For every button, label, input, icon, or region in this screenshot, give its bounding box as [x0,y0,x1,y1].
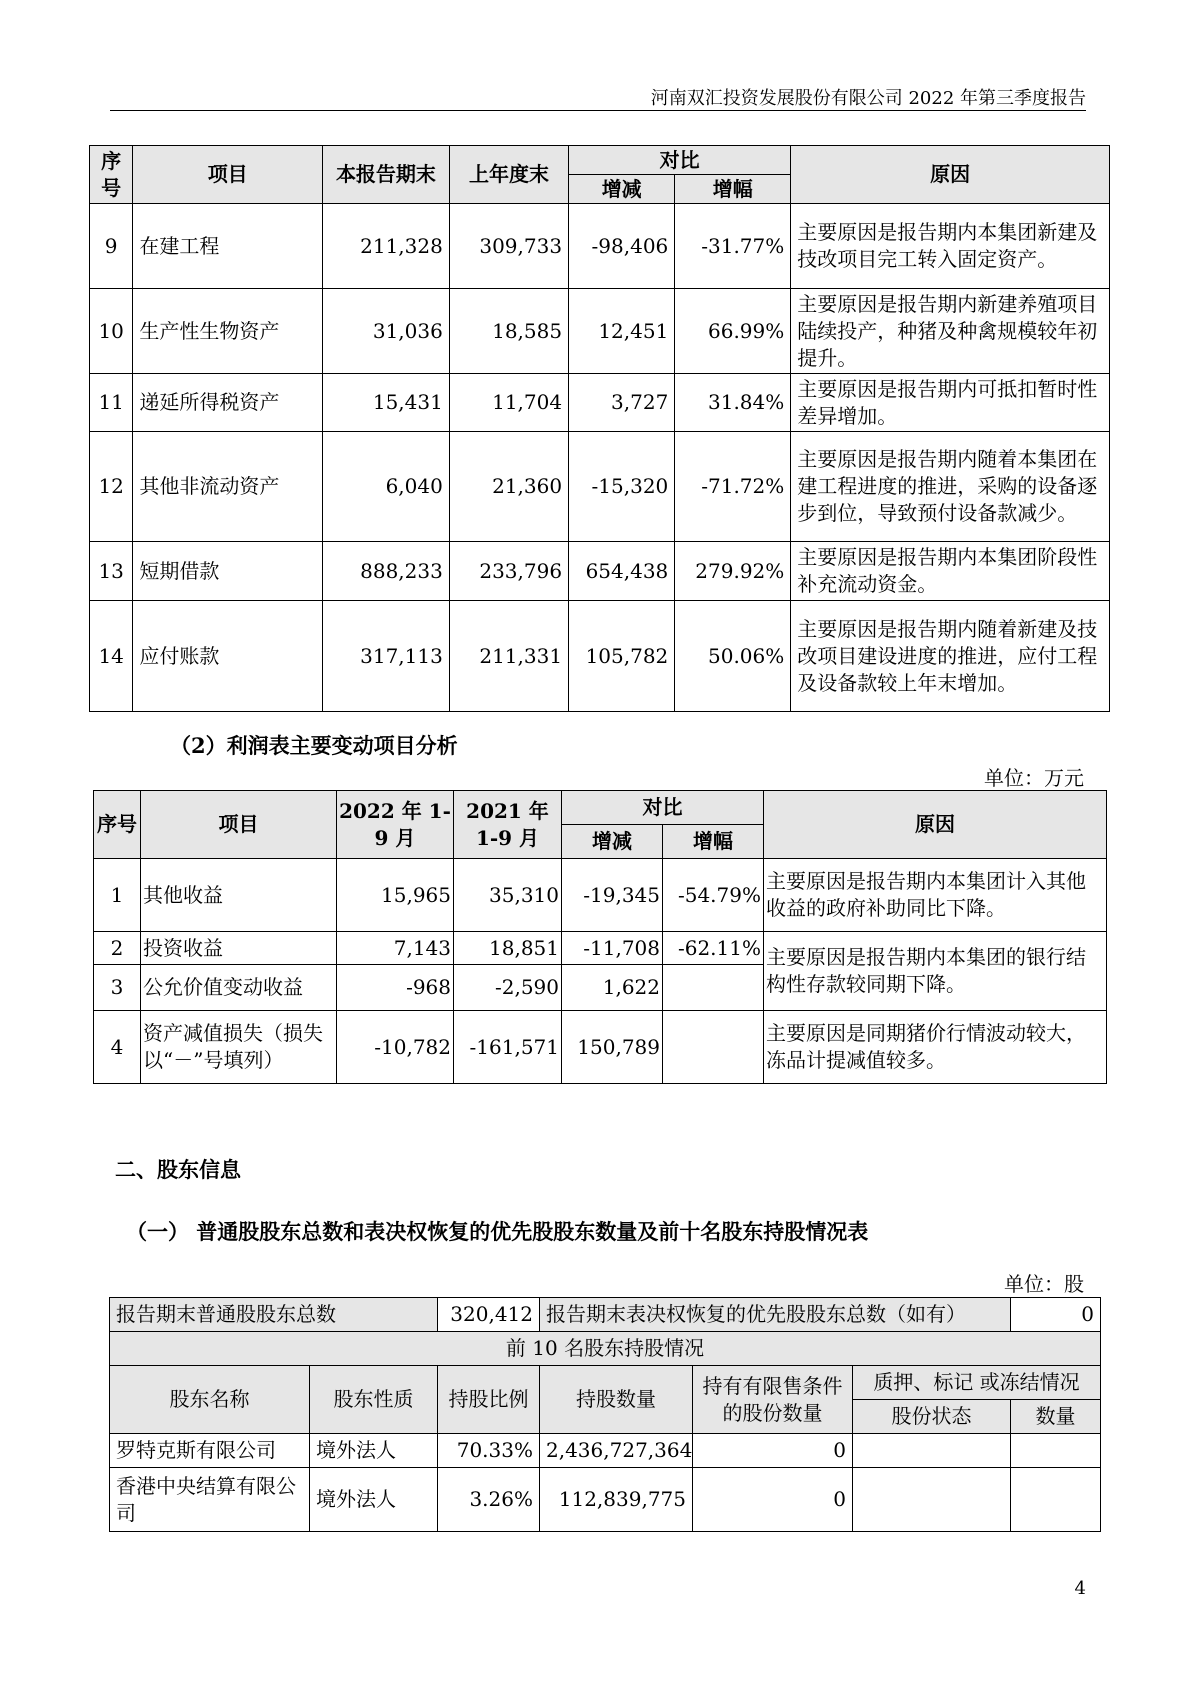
row-seq: 13 [90,542,133,601]
col-compare: 对比 [569,146,791,175]
row-pct [663,965,764,1011]
row-current: 6,040 [323,432,450,542]
row-current: 15,431 [323,374,450,432]
col-qty: 持股数量 [540,1366,693,1434]
row-pct: -71.72% [675,432,791,542]
unit-label: 单位：股 [1004,1272,1084,1296]
row-change: -15,320 [569,432,675,542]
row-pct: 66.99% [675,289,791,374]
holder-qty: 112,839,775 [540,1468,693,1532]
row-pct: -31.77% [675,204,791,289]
row-pct: 50.06% [675,601,791,712]
col-current: 2022 年 1-9 月 [337,791,454,859]
row-seq: 9 [90,204,133,289]
row-change: 3,727 [569,374,675,432]
top10-title: 前 10 名股东持股情况 [110,1332,1101,1366]
row-item: 递延所得税资产 [133,374,323,432]
row-item: 生产性生物资产 [133,289,323,374]
col-item: 项目 [141,791,337,859]
row-item: 其他收益 [141,859,337,932]
row-seq: 14 [90,601,133,712]
table-row [94,1011,1107,1084]
col-pledge: 质押、标记 或冻结情况 [853,1366,1101,1400]
row-seq: 10 [90,289,133,374]
holder-restricted: 0 [693,1468,853,1532]
holder-nature: 境外法人 [310,1434,438,1468]
row-reason: 主要原因是报告期内本集团计入其他收益的政府补助同比下降。 [764,859,1107,932]
col-ratio: 持股比例 [438,1366,540,1434]
row-prior: 35,310 [454,859,562,932]
col-pct: 增幅 [675,175,791,204]
row-current: 211,328 [323,204,450,289]
pref-holders-label: 报告期末表决权恢复的优先股股东总数（如有） [540,1298,1011,1332]
row-prior: 11,704 [449,374,568,432]
row-item: 投资收益 [141,932,337,965]
table-row [110,1468,1101,1532]
page-header: 河南双汇投资发展股份有限公司 2022 年第三季度报告 [650,88,1086,109]
row-change: 105,782 [569,601,675,712]
row-change: -98,406 [569,204,675,289]
row-pct: -62.11% [663,932,764,965]
subsection-title: （一） 普通股股东总数和表决权恢复的优先股股东数量及前十名股东持股情况表 [126,1219,869,1244]
header-rule [110,110,1086,111]
row-item: 公允价值变动收益 [141,965,337,1011]
col-seq: 序号 [90,146,133,204]
row-item: 在建工程 [133,204,323,289]
col-count: 数量 [1011,1400,1101,1434]
col-item: 项目 [133,146,323,204]
pref-holders-value: 0 [1011,1298,1101,1332]
holder-name: 香港中央结算有限公司 [110,1468,310,1532]
holder-name: 罗特克斯有限公司 [110,1434,310,1468]
col-pct: 增幅 [663,825,764,859]
table-row [90,542,1110,601]
income-statement-changes-table [93,790,1107,1084]
row-prior: 18,851 [454,932,562,965]
unit-label: 单位：万元 [984,766,1084,790]
row-item: 资产减值损失（损失以“－”号填列） [141,1011,337,1084]
col-compare: 对比 [562,791,764,825]
total-holders-value: 320,412 [438,1298,540,1332]
row-reason: 主要原因是报告期内随着本集团在建工程进度的推进，采购的设备逐步到位，导致预付设备款减少。 [791,432,1110,542]
row-reason: 主要原因是报告期内可抵扣暂时性差异增加。 [791,374,1110,432]
table-row [90,601,1110,712]
holder-ratio: 3.26% [438,1468,540,1532]
row-item: 其他非流动资产 [133,432,323,542]
section-title: 二、股东信息 [115,1157,241,1182]
table-row [90,432,1110,542]
row-pct: 31.84% [675,374,791,432]
row-seq: 1 [94,859,141,932]
row-current: 31,036 [323,289,450,374]
row-current: 888,233 [323,542,450,601]
row-current: -10,782 [337,1011,454,1084]
row-prior: -161,571 [454,1011,562,1084]
table-row [94,932,1107,965]
row-reason: 主要原因是报告期内本集团的银行结构性存款较同期下降。 [764,932,1107,1011]
row-current: -968 [337,965,454,1011]
row-item: 短期借款 [133,542,323,601]
col-prior: 上年度末 [449,146,568,204]
row-seq: 11 [90,374,133,432]
col-change: 增减 [569,175,675,204]
col-seq: 序号 [94,791,141,859]
balance-sheet-changes-table [89,145,1110,712]
col-reason: 原因 [791,146,1110,204]
holder-qty: 2,436,727,364 [540,1434,693,1468]
row-pct [663,1011,764,1084]
table-row [94,859,1107,932]
table-row [90,374,1110,432]
holder-restricted: 0 [693,1434,853,1468]
col-prior: 2021 年 1-9 月 [454,791,562,859]
col-status: 股份状态 [853,1400,1011,1434]
table-row [110,1434,1101,1468]
holder-count [1011,1434,1101,1468]
row-change: -11,708 [562,932,663,965]
row-seq: 12 [90,432,133,542]
row-reason: 主要原因是报告期内随着新建及技改项目建设进度的推进，应付工程及设备款较上年末增加。 [791,601,1110,712]
row-prior: 18,585 [449,289,568,374]
holder-nature: 境外法人 [310,1468,438,1532]
row-reason: 主要原因是报告期内本集团阶段性补充流动资金。 [791,542,1110,601]
col-reason: 原因 [764,791,1107,859]
row-current: 7,143 [337,932,454,965]
row-seq: 4 [94,1011,141,1084]
row-prior: -2,590 [454,965,562,1011]
holder-count [1011,1468,1101,1532]
table-row [90,289,1110,374]
row-item: 应付账款 [133,601,323,712]
row-reason: 主要原因是报告期内本集团新建及技改项目完工转入固定资产。 [791,204,1110,289]
row-prior: 233,796 [449,542,568,601]
col-name: 股东名称 [110,1366,310,1434]
row-change: -19,345 [562,859,663,932]
row-current: 317,113 [323,601,450,712]
row-seq: 3 [94,965,141,1011]
row-change: 654,438 [569,542,675,601]
col-change: 增减 [562,825,663,859]
row-prior: 21,360 [449,432,568,542]
col-nature: 股东性质 [310,1366,438,1434]
holder-status [853,1468,1011,1532]
section-2-title: （2）利润表主要变动项目分析 [170,733,458,758]
table-row [90,204,1110,289]
shareholder-table [109,1297,1101,1532]
page-number: 4 [1074,1578,1086,1599]
row-seq: 2 [94,932,141,965]
row-pct: 279.92% [675,542,791,601]
col-current: 本报告期末 [323,146,450,204]
row-current: 15,965 [337,859,454,932]
row-change: 1,622 [562,965,663,1011]
row-pct: -54.79% [663,859,764,932]
row-prior: 211,331 [449,601,568,712]
col-restricted: 持有有限售条件的股份数量 [693,1366,853,1434]
row-change: 150,789 [562,1011,663,1084]
total-holders-label: 报告期末普通股股东总数 [110,1298,438,1332]
holder-status [853,1434,1011,1468]
row-reason: 主要原因是同期猪价行情波动较大，冻品计提减值较多。 [764,1011,1107,1084]
holder-ratio: 70.33% [438,1434,540,1468]
row-prior: 309,733 [449,204,568,289]
row-change: 12,451 [569,289,675,374]
row-reason: 主要原因是报告期内新建养殖项目陆续投产，种猪及种禽规模较年初提升。 [791,289,1110,374]
